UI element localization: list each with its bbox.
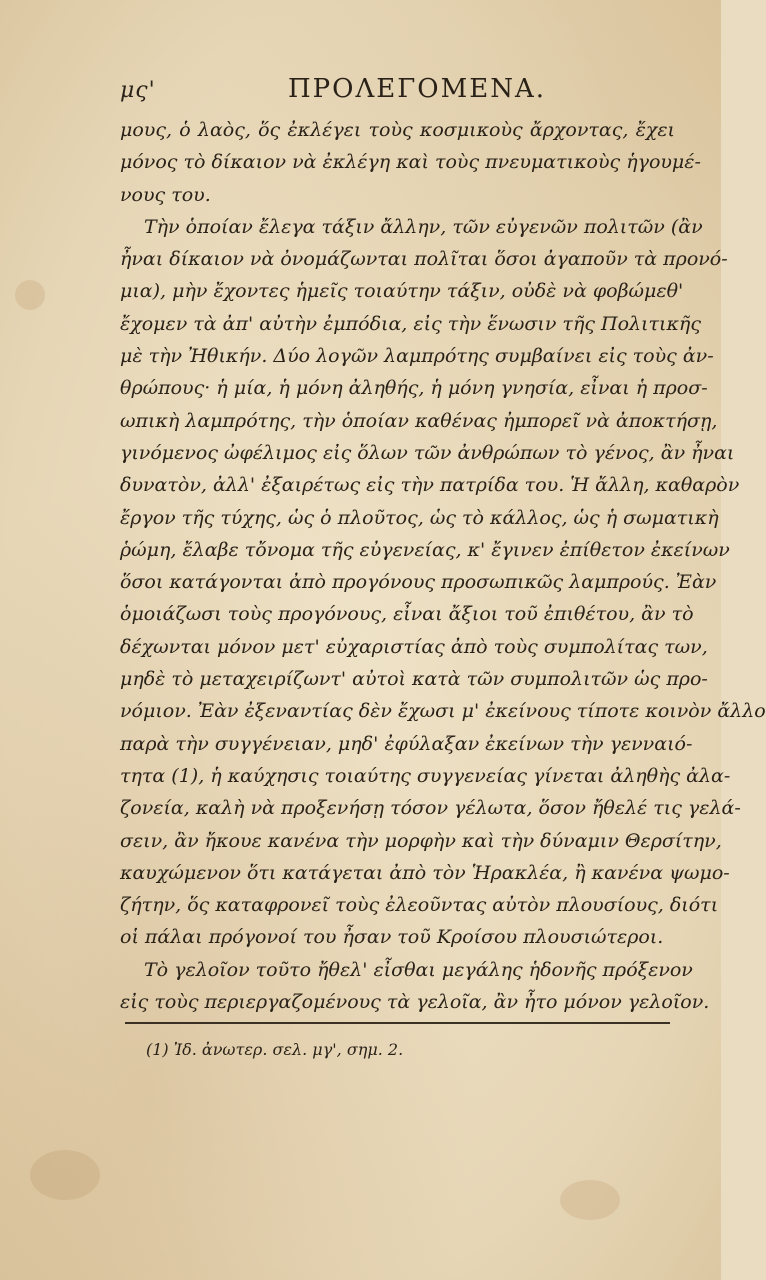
footnote-rule [125,1022,670,1024]
footnote: (1) Ἰδ. ἀνωτερ. σελ. μγ', σημ. 2. [146,1040,404,1059]
text-line: μὲ τὴν Ἠθικήν. Δύο λογῶν λαμπρότης συμβαίνει εἰς τοὺς ἀν- [120,345,714,368]
text-line: Τὴν ὁποίαν ἔλεγα τάξιν ἄλλην, τῶν εὐγενῶν πολιτῶν (ἂν [144,215,703,238]
text-line: νους του. [120,183,211,206]
text-line: μηδὲ τὸ μεταχειρίζωντ' αὐτοὶ κατὰ τῶν συμπολιτῶν ὡς προ- [120,668,708,691]
text-line: νόμιον. Ἐὰν ἐξεναντίας δὲν ἔχωσι μ' ἐκείνους τίποτε κοινὸν ἄλλο [120,700,766,723]
text-line: γινόμενος ὠφέλιμος εἰς ὅλων τῶν ἀνθρώπων τὸ γένος, ἂν ἦναι [120,441,735,464]
text-line: ἦναι δίκαιον νὰ ὀνομάζωνται πολῖται ὅσοι ἀγαποῦν τὰ προνό- [120,248,728,271]
text-line: ἔργον τῆς τύχης, ὡς ὁ πλοῦτος, ὡς τὸ κάλλος, ὡς ἡ σωματικὴ [120,506,719,529]
text-line: ὅσοι κατάγονται ἀπὸ προγόνους προσωπικῶς λαμπρούς. Ἐὰν [120,571,717,594]
text-line: ζήτην, ὅς καταφρονεῖ τοὺς ἐλεοῦντας αὐτὸν πλουσίους, διότι [120,894,719,917]
page-header [120,74,675,108]
text-line: καυχώμενον ὅτι κατάγεται ἀπὸ τὸν Ἡρακλέα, ἢ κανένα ψωμο- [120,861,730,884]
text-line: Τὸ γελοῖον τοῦτο ἤθελ' εἶσθαι μεγάλης ἡδονῆς πρόξενον [144,958,693,981]
text-line: μια), μὴν ἔχοντες ἡμεῖς τοιαύτην τάξιν, οὐδὲ νὰ φοβώμεθ' [120,280,684,303]
text-line: δυνατὸν, ἀλλ' ἐξαιρέτως εἰς τὴν πατρίδα του. Ἡ ἄλλη, καθαρὸν [120,474,740,497]
text-line: ωπικὴ λαμπρότης, τὴν ὁποίαν καθένας ἠμπορεῖ νὰ ἀποκτήσῃ, [120,409,718,432]
text-line: εἰς τοὺς περιεργαζομένους τὰ γελοῖα, ἂν ἦτο μόνον γελοῖον. [120,991,710,1014]
text-line: τητα (1), ἡ καύχησις τοιαύτης συγγενείας γίνεται ἀληθὴς ἀλα- [120,764,731,787]
text-line: σειν, ἂν ἤκουε κανένα τὴν μορφὴν καὶ τὴν δύναμιν Θερσίτην, [120,829,722,852]
foxing-spot [30,1150,100,1200]
foxing-spot [15,280,45,310]
text-line: ἔχομεν τὰ ἀπ' αὐτὴν ἐμπόδια, εἰς τὴν ἕνωσιν τῆς Πολιτικῆς [120,312,701,335]
foxing-spot [560,1180,620,1220]
page-number: μς' [120,78,156,103]
text-line: θρώπους· ἡ μία, ἡ μόνη ἀληθής, ἡ μόνη γνησία, εἶναι ἡ προσ- [120,377,708,400]
text-line: μόνος τὸ δίκαιον νὰ ἐκλέγη καὶ τοὺς πνευματικοὺς ἡγουμέ- [120,151,701,174]
text-line: ὁμοιάζωσι τοὺς προγόνους, εἶναι ἄξιοι τοῦ ἐπιθέτου, ἂν τὸ [120,603,694,626]
text-line: μους, ὁ λαὸς, ὅς ἐκλέγει τοὺς κοσμικοὺς ἄρχοντας, ἔχει [120,119,675,141]
text-line: οἱ πάλαι πρόγονοί του ἦσαν τοῦ Κροίσου πλουσιώτεροι. [120,926,664,949]
text-line: ῥώμη, ἔλαβε τὄνομα τῆς εὐγενείας, κ' ἔγινεν ἐπίθετον ἐκείνων [120,538,730,561]
body-text [120,114,766,1018]
text-line: δέχωνται μόνον μετ' εὐχαριστίας ἀπὸ τοὺς συμπολίτας των, [120,635,708,658]
running-title: ΠΡΟΛΕΓΟΜΕΝΑ. [288,74,546,104]
text-line: ζονεία, καλὴ νὰ προξενήσῃ τόσον γέλωτα, ὅσον ἤθελέ τις γελά- [120,797,741,820]
text-line: παρὰ τὴν συγγένειαν, μηδ' ἐφύλαξαν ἐκείνων τὴν γενναιό- [120,732,693,755]
